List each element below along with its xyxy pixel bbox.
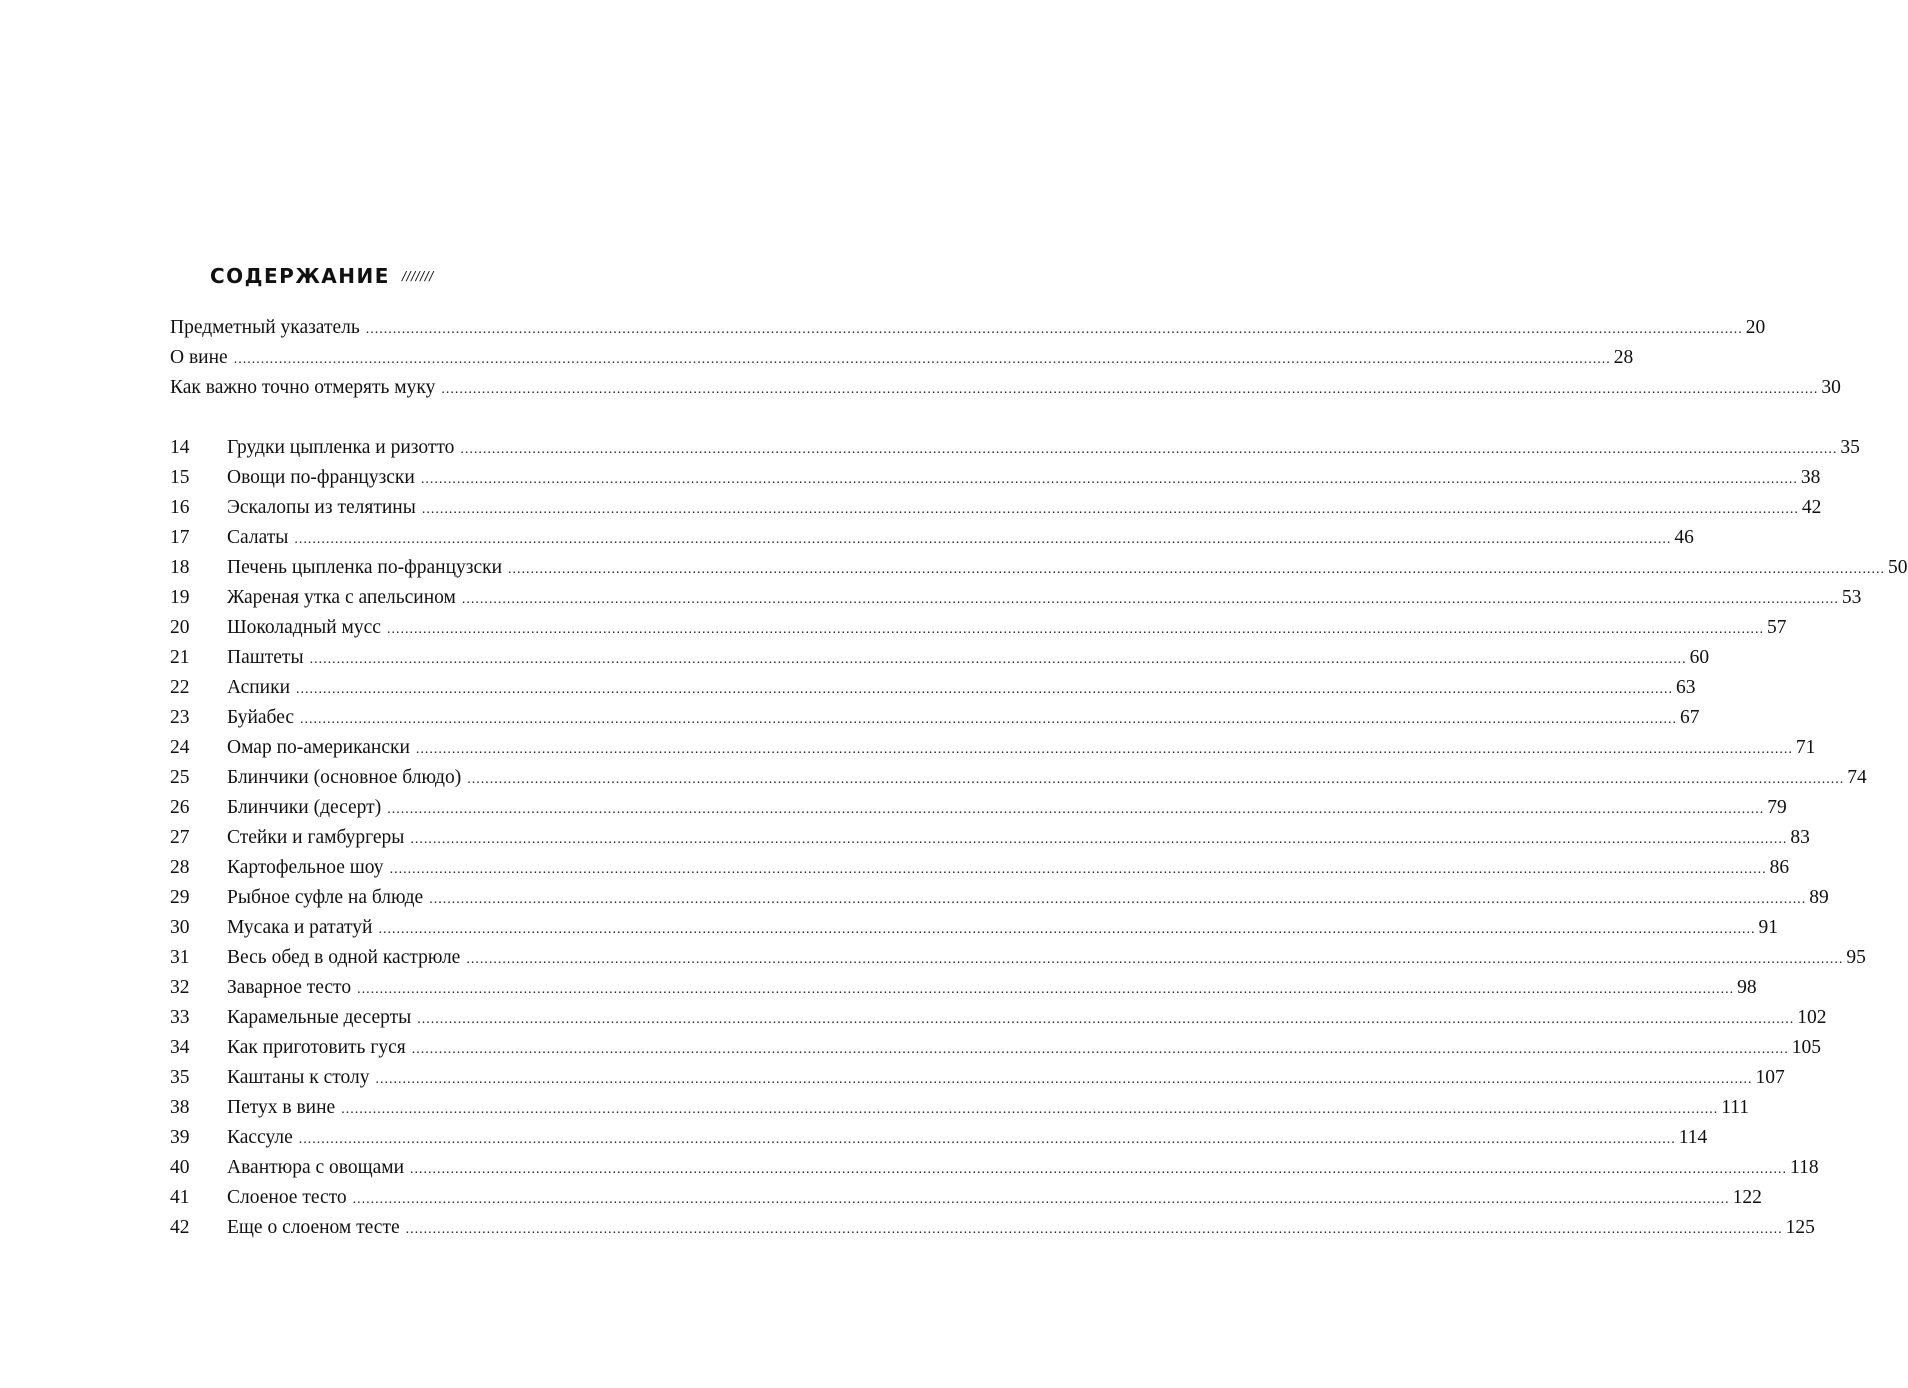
chapter-page: 79 — [1767, 797, 1787, 818]
dot-leader: .................................................................................................................................................................................................................................................................................................................. — [441, 382, 1819, 397]
chapter-entry[interactable] — [170, 1003, 1827, 1033]
chapter-page: 122 — [1732, 1187, 1762, 1208]
chapter-number: 42 — [170, 1217, 190, 1238]
chapter-entry[interactable] — [170, 613, 1787, 643]
chapter-title: Каштаны к столу — [227, 1067, 370, 1088]
dot-leader: .................................................................................................................................................................................................................................................................................................................. — [296, 682, 1674, 697]
chapter-entry[interactable] — [170, 1153, 1819, 1183]
chapter-number: 21 — [170, 647, 190, 668]
dot-leader: .................................................................................................................................................................................................................................................................................................................. — [294, 532, 1672, 547]
dot-leader: .................................................................................................................................................................................................................................................................................................................. — [405, 1222, 1783, 1237]
chapter-title: Картофельное шоу — [227, 857, 384, 878]
dot-leader: .................................................................................................................................................................................................................................................................................................................. — [352, 1192, 1730, 1207]
chapter-entry[interactable] — [170, 583, 1862, 613]
chapter-page: 74 — [1847, 767, 1867, 788]
chapter-page: 102 — [1797, 1007, 1827, 1028]
chapter-page: 57 — [1766, 617, 1787, 638]
dot-leader: .................................................................................................................................................................................................................................................................................................................. — [389, 862, 1767, 877]
chapter-entry[interactable] — [170, 793, 1787, 823]
toc-entry-page: 30 — [1821, 377, 1841, 398]
chapter-entry[interactable] — [170, 493, 1822, 523]
chapter-entry[interactable] — [170, 643, 1710, 673]
chapter-title: Кассуле — [227, 1127, 293, 1148]
chapter-page: 86 — [1769, 857, 1790, 878]
chapter-entry[interactable] — [170, 703, 1700, 733]
chapter-entry[interactable] — [170, 1123, 1708, 1153]
chapter-title: Карамельные десерты — [227, 1007, 412, 1028]
chapter-entry[interactable] — [170, 1213, 1815, 1243]
chapter-number: 41 — [170, 1187, 190, 1208]
chapter-number: 22 — [170, 677, 190, 698]
chapter-title: Аспики — [227, 677, 291, 698]
chapter-entry[interactable] — [170, 973, 1757, 1003]
chapter-number: 31 — [170, 947, 190, 968]
chapter-number: 14 — [170, 437, 190, 458]
dot-leader: .................................................................................................................................................................................................................................................................................................................. — [341, 1102, 1719, 1117]
chapter-page: 91 — [1758, 917, 1778, 938]
chapter-title: Петух в вине — [227, 1097, 336, 1118]
dot-leader: .................................................................................................................................................................................................................................................................................................................. — [461, 592, 1839, 607]
chapter-number: 33 — [170, 1007, 190, 1028]
dot-leader: .................................................................................................................................................................................................................................................................................................................. — [357, 982, 1735, 997]
chapter-page: 114 — [1678, 1127, 1708, 1148]
dot-leader: .................................................................................................................................................................................................................................................................................................................. — [410, 1162, 1788, 1177]
chapter-number: 30 — [170, 917, 190, 938]
chapter-entry[interactable] — [170, 883, 1829, 913]
chapter-entry[interactable] — [170, 523, 1694, 553]
chapter-title: Овощи по-французски — [227, 467, 415, 488]
chapter-number: 34 — [170, 1037, 190, 1058]
dot-leader: .................................................................................................................................................................................................................................................................................................................. — [309, 652, 1687, 667]
dot-leader: .................................................................................................................................................................................................................................................................................................................. — [387, 802, 1765, 817]
dot-leader: .................................................................................................................................................................................................................................................................................................................. — [460, 442, 1838, 457]
chapter-number: 16 — [170, 497, 190, 518]
title-ornament: /////// — [402, 269, 434, 283]
chapter-entry[interactable] — [170, 853, 1790, 883]
toc-entry-title: Предметный указатель — [170, 317, 360, 338]
chapter-number: 17 — [170, 527, 190, 548]
chapter-title: Печень цыпленка по-французски — [227, 557, 503, 578]
dot-leader: .................................................................................................................................................................................................................................................................................................................. — [415, 742, 1793, 757]
dot-leader: .................................................................................................................................................................................................................................................................................................................. — [411, 1042, 1789, 1057]
chapter-list — [170, 433, 1908, 1243]
dot-leader: .................................................................................................................................................................................................................................................................................................................. — [508, 562, 1886, 577]
chapter-number: 27 — [170, 827, 190, 848]
chapter-number: 23 — [170, 707, 190, 728]
toc-entry-page: 28 — [1613, 347, 1634, 368]
dot-leader: .................................................................................................................................................................................................................................................................................................................. — [375, 1072, 1753, 1087]
chapter-page: 105 — [1791, 1037, 1821, 1058]
dot-leader: .................................................................................................................................................................................................................................................................................................................. — [417, 1012, 1795, 1027]
chapter-page: 50 — [1888, 557, 1908, 578]
chapter-number: 18 — [170, 557, 190, 578]
chapter-title: Еще о слоеном тесте — [227, 1217, 400, 1238]
dot-leader: .................................................................................................................................................................................................................................................................................................................. — [467, 772, 1845, 787]
chapter-entry[interactable] — [170, 1063, 1785, 1093]
dot-leader: .................................................................................................................................................................................................................................................................................................................. — [378, 922, 1756, 937]
dot-leader: .................................................................................................................................................................................................................................................................................................................. — [298, 1132, 1676, 1147]
chapter-page: 98 — [1737, 977, 1757, 998]
chapter-page: 38 — [1800, 467, 1821, 488]
chapter-title: Блинчики (основное блюдо) — [227, 767, 462, 788]
dot-leader: .................................................................................................................................................................................................................................................................................................................. — [300, 712, 1678, 727]
chapter-page: 83 — [1790, 827, 1810, 848]
chapter-entry[interactable] — [170, 1033, 1821, 1063]
chapter-entry[interactable] — [170, 1093, 1750, 1123]
dot-leader: .................................................................................................................................................................................................................................................................................................................. — [420, 472, 1798, 487]
chapter-page: 35 — [1840, 437, 1860, 458]
toc-entry[interactable] — [170, 343, 1634, 373]
chapter-number: 40 — [170, 1157, 190, 1178]
chapter-entry[interactable] — [170, 943, 1866, 973]
chapter-entry[interactable] — [170, 1183, 1762, 1213]
toc-entry-page: 20 — [1745, 317, 1766, 338]
chapter-number: 26 — [170, 797, 190, 818]
dot-leader: .................................................................................................................................................................................................................................................................................................................. — [466, 952, 1844, 967]
chapter-title: Грудки цыпленка и ризотто — [227, 437, 455, 458]
front-matter-list — [170, 313, 1841, 403]
chapter-page: 63 — [1676, 677, 1696, 698]
chapter-page: 46 — [1674, 527, 1694, 548]
chapter-number: 15 — [170, 467, 190, 488]
chapter-title: Жареная утка с апельсином — [227, 587, 456, 608]
chapter-entry[interactable] — [170, 823, 1810, 853]
chapter-title: Буйабес — [227, 707, 295, 728]
chapter-entry[interactable] — [170, 673, 1696, 703]
chapter-number: 39 — [170, 1127, 190, 1148]
chapter-title: Слоеное тесто — [227, 1187, 347, 1208]
chapter-title: Как приготовить гуся — [227, 1037, 406, 1058]
chapter-entry[interactable] — [170, 763, 1867, 793]
chapter-page: 67 — [1680, 707, 1700, 728]
dot-leader: .................................................................................................................................................................................................................................................................................................................. — [386, 622, 1764, 637]
chapter-number: 24 — [170, 737, 190, 758]
dot-leader: .................................................................................................................................................................................................................................................................................................................. — [365, 322, 1743, 337]
toc-entry-title: О вине — [170, 347, 228, 368]
chapter-page: 107 — [1755, 1067, 1785, 1088]
chapter-number: 19 — [170, 587, 190, 608]
chapter-page: 95 — [1846, 947, 1866, 968]
chapter-entry[interactable] — [170, 733, 1816, 763]
chapter-entry[interactable] — [170, 553, 1908, 583]
chapter-title: Салаты — [227, 527, 289, 548]
chapter-title: Стейки и гамбургеры — [227, 827, 405, 848]
chapter-entry[interactable] — [170, 913, 1778, 943]
page-title: СОДЕРЖАНИЕ — [210, 264, 390, 288]
chapter-title: Рыбное суфле на блюде — [227, 887, 424, 908]
chapter-page: 125 — [1785, 1217, 1815, 1238]
chapter-page: 71 — [1795, 737, 1816, 758]
chapter-number: 28 — [170, 857, 190, 878]
chapter-page: 42 — [1801, 497, 1822, 518]
chapter-title: Весь обед в одной кастрюле — [227, 947, 461, 968]
chapter-title: Омар по-американски — [227, 737, 410, 758]
toc-entry-title: Как важно точно отмерять муку — [170, 377, 436, 398]
toc-entry[interactable] — [170, 313, 1766, 343]
chapter-title: Шоколадный мусс — [227, 617, 381, 638]
chapter-number: 25 — [170, 767, 190, 788]
toc-entry[interactable] — [170, 373, 1841, 403]
chapter-title: Эскалопы из телятины — [227, 497, 416, 518]
chapter-entry[interactable] — [170, 433, 1860, 463]
chapter-page: 60 — [1689, 647, 1710, 668]
chapter-page: 89 — [1809, 887, 1829, 908]
dot-leader: .................................................................................................................................................................................................................................................................................................................. — [410, 832, 1788, 847]
chapter-page: 53 — [1841, 587, 1862, 608]
chapter-number: 32 — [170, 977, 190, 998]
dot-leader: .................................................................................................................................................................................................................................................................................................................. — [233, 352, 1611, 367]
chapter-number: 29 — [170, 887, 190, 908]
chapter-title: Мусака и рататуй — [227, 917, 373, 938]
chapter-title: Блинчики (десерт) — [227, 797, 382, 818]
chapter-title: Заварное тесто — [227, 977, 352, 998]
chapter-number: 35 — [170, 1067, 190, 1088]
chapter-page: 111 — [1721, 1097, 1750, 1118]
chapter-page: 118 — [1790, 1157, 1819, 1178]
chapter-number: 20 — [170, 617, 190, 638]
chapter-number: 38 — [170, 1097, 190, 1118]
chapter-title: Паштеты — [227, 647, 304, 668]
chapter-entry[interactable] — [170, 463, 1821, 493]
dot-leader: .................................................................................................................................................................................................................................................................................................................. — [421, 502, 1799, 517]
chapter-title: Авантюра с овощами — [227, 1157, 405, 1178]
dot-leader: .................................................................................................................................................................................................................................................................................................................. — [429, 892, 1807, 907]
